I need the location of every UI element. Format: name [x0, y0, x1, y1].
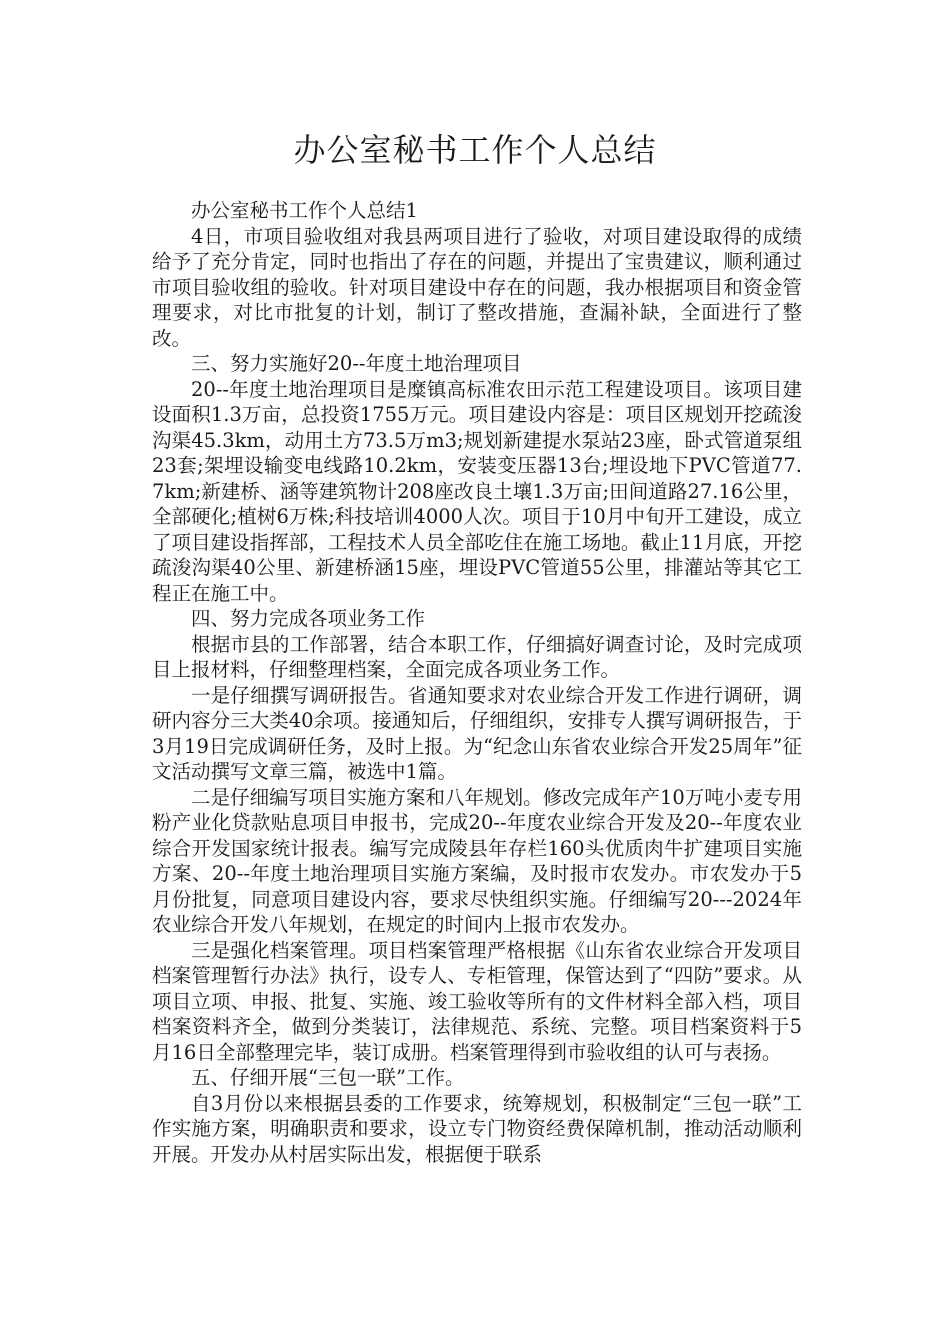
body-paragraph: 三是强化档案管理。项目档案管理严格根据《山东省农业综合开发项目档案管理暂行办法》执行，设专人、专柜管理，保管达到了“四防”要求。从项目立项、申报、批复、实施、竣工验收等所有的文件材料全部入档，项目档案资料齐全，做到分类装订，法律规范、系统、完整。项目档案资料于5月16日全部整理完毕，装订成册。档案管理得到市验收组的认可与表扬。	[152, 938, 802, 1064]
body-paragraph: 一是仔细撰写调研报告。省通知要求对农业综合开发工作进行调研，调研内容分三大类40余项。接通知后，仔细组织，安排专人撰写调研报告，于3月19日完成调研任务，及时上报。为“纪念山东省农业综合开发25周年”征文活动撰写文章三篇，被选中1篇。	[152, 683, 802, 783]
body-paragraph: 根据市县的工作部署，结合本职工作，仔细搞好调查讨论，及时完成项目上报材料，仔细整理档案，全面完成各项业务工作。	[152, 632, 802, 681]
body-paragraph: 自3月份以来根据县委的工作要求，统筹规划，积极制定“三包一联”工作实施方案，明确职责和要求，设立专门物资经费保障机制，推动活动顺利开展。开发办从村居实际出发，根据便于联系	[152, 1091, 802, 1166]
section-heading: 三、努力实施好20--年度土地治理项目	[191, 352, 522, 375]
body-paragraph: 4日，市项目验收组对我县两项目进行了验收，对项目建设取得的成绩给予了充分肯定，同时也指出了存在的问题，并提出了宝贵建议，顺利通过市项目验收组的验收。针对项目建设中存在的问题，我办根据项目和资金管理要求，对比市批复的计划，制订了整改措施，查漏补缺，全面进行了整改。	[152, 224, 802, 350]
document-body	[152, 198, 802, 1167]
section-heading: 办公室秘书工作个人总结1	[191, 199, 418, 222]
section-heading: 五、仔细开展“三包一联”工作。	[191, 1066, 465, 1089]
body-paragraph: 20--年度土地治理项目是糜镇高标准农田示范工程建设项目。该项目建设面积1.3万亩，总投资1755万元。项目建设内容是：项目区规划开挖疏浚沟渠45.3km，动用土方73.5万m3;规划新建提水泵站23座，卧式管道泵组23套;架埋设输变电线路10.2km，安装变压器13台;埋设地下PVC管道77.7km;新建桥、涵等建筑物计208座改良土壤1.3万亩;田间道路27.16公里，全部硬化;植树6万株;科技培训4000人次。项目于10月中旬开工建设，成立了项目建设指挥部，工程技术人员全部吃住在施工场地。截止11月底，开挖疏浚沟渠40公里、新建桥涵15座，埋设PVC管道55公里，排灌站等其它工程正在施工中。	[152, 377, 802, 605]
section-heading: 四、努力完成各项业务工作	[191, 607, 426, 630]
document-title: 办公室秘书工作个人总结	[293, 131, 657, 169]
body-paragraph: 二是仔细编写项目实施方案和八年规划。修改完成年产10万吨小麦专用粉产业化贷款贴息项目申报书，完成20--年度农业综合开发及20--年度农业综合开发国家统计报表。编写完成陵县年存栏160头优质肉牛扩建项目实施方案、20--年度土地治理项目实施方案编，及时报市农发办。市农发办于5月份批复，同意项目建设内容，要求尽快组织实施。仔细编写20---2024年农业综合开发八年规划，在规定的时间内上报市农发办。	[152, 785, 802, 936]
